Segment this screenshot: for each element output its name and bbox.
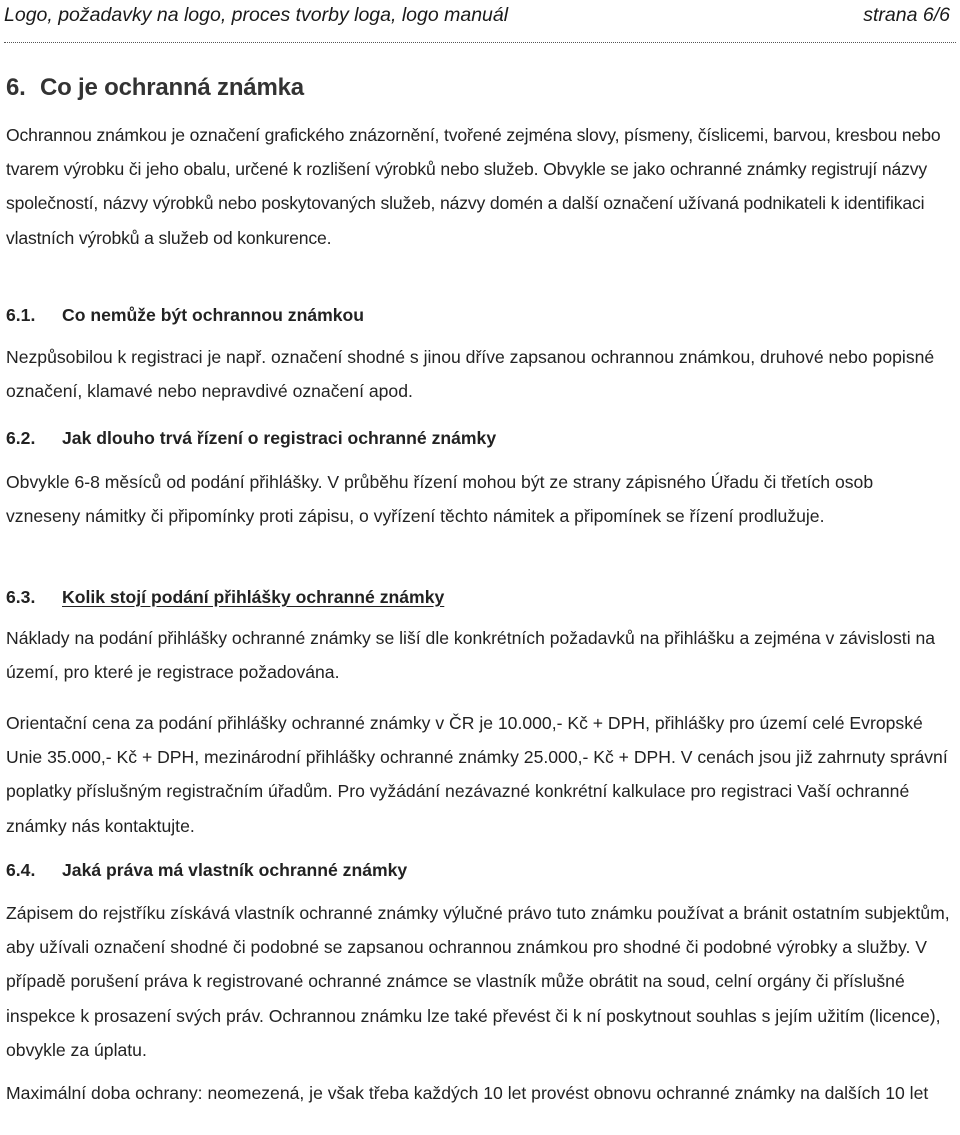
subsection-number: 6.1. (6, 305, 36, 325)
section-title: Co je ochranná známka (40, 74, 304, 101)
page-number: strana 6/6 (863, 4, 950, 26)
subsection-heading-6-4 (6, 860, 407, 881)
subsection-paragraph: Nezpůsobilou k registraci je např. označení shodné s jinou dříve zapsanou ochrannou známkou, druhové nebo popisné označení, klamavé nebo nepravdivé označení apod. (6, 347, 935, 402)
subsection-number: 6.3. (6, 587, 36, 607)
subsection-title: Co nemůže být ochrannou známkou (62, 305, 365, 325)
section-number: 6. (6, 74, 26, 101)
subsection-title: Kolik stojí podání přihlášky ochranné známky (62, 587, 445, 607)
subsection-heading-6-2 (6, 428, 496, 449)
header-title: Logo, požadavky na logo, proces tvorby loga, logo manuál (4, 4, 509, 26)
subsection-paragraph: Obvykle 6-8 měsíců od podání přihlášky. V průběhu řízení mohou být ze strany zápisného Úřadu či třetích osob vzneseny námitky či připomínky proti zápisu, o vyřízení těchto námitek a připomínek se řízení prodlužuje. (6, 472, 874, 527)
subsection-paragraph: Orientační cena za podání přihlášky ochranné známky v ČR je 10.000,- Kč + DPH, přihlášky pro území celé Evropské Unie 35.000,- Kč + DPH, mezinárodní přihlášky ochranné známky 25.000,- Kč + DPH. V cenách jsou již zahrnuty správní poplatky příslušným registračním úřadům. Pro vyžádání nezávazné konkrétní kalkulace pro registraci Vaší ochranné známky nás kontaktujte. (6, 713, 948, 836)
subsection-paragraph: Maximální doba ochrany: neomezená, je však třeba každých 10 let provést obnovu ochranné známky na dalších 10 let (6, 1083, 929, 1103)
running-header (4, 2, 950, 28)
subsection-heading-6-3 (6, 587, 444, 608)
subsection-number: 6.4. (6, 860, 36, 880)
section-intro-paragraph: Ochrannou známkou je označení grafického znázornění, tvořené zejména slovy, písmeny, číslicemi, barvou, kresbou nebo tvarem výrobku či jeho obalu, určené k rozlišení výrobků nebo služeb. Obvykle se jako ochranné známky registrují názvy společností, názvy výrobků nebo poskytovaných služeb, názvy domén a další označení užívaná podnikateli k identifikaci vlastních výrobků a služeb od konkurence. (6, 125, 941, 248)
subsection-number: 6.2. (6, 428, 36, 448)
section-heading (6, 74, 304, 102)
subsection-title: Jak dlouho trvá řízení o registraci ochranné známky (62, 428, 497, 448)
header-divider (4, 42, 956, 43)
subsection-heading-6-1 (6, 305, 364, 326)
subsection-paragraph: Zápisem do rejstříku získává vlastník ochranné známky výlučné právo tuto známku používat a bránit ostatním subjektům, aby užívali označení shodné či podobné se zapsanou ochrannou známkou pro shodné či podobné výrobky a služby. V případě porušení práva k registrované ochranné známce se vlastník může obrátit na soud, celní orgány či příslušné inspekce k prosazení svých práv. Ochrannou známku lze také převést či k ní poskytnout souhlas s jejím užitím (licence), obvykle za úplatu. (6, 903, 950, 1060)
subsection-paragraph: Náklady na podání přihlášky ochranné známky se liší dle konkrétních požadavků na přihlášku a zejména v závislosti na území, pro které je registrace požadována. (6, 628, 936, 683)
subsection-title: Jaká práva má vlastník ochranné známky (62, 860, 408, 880)
